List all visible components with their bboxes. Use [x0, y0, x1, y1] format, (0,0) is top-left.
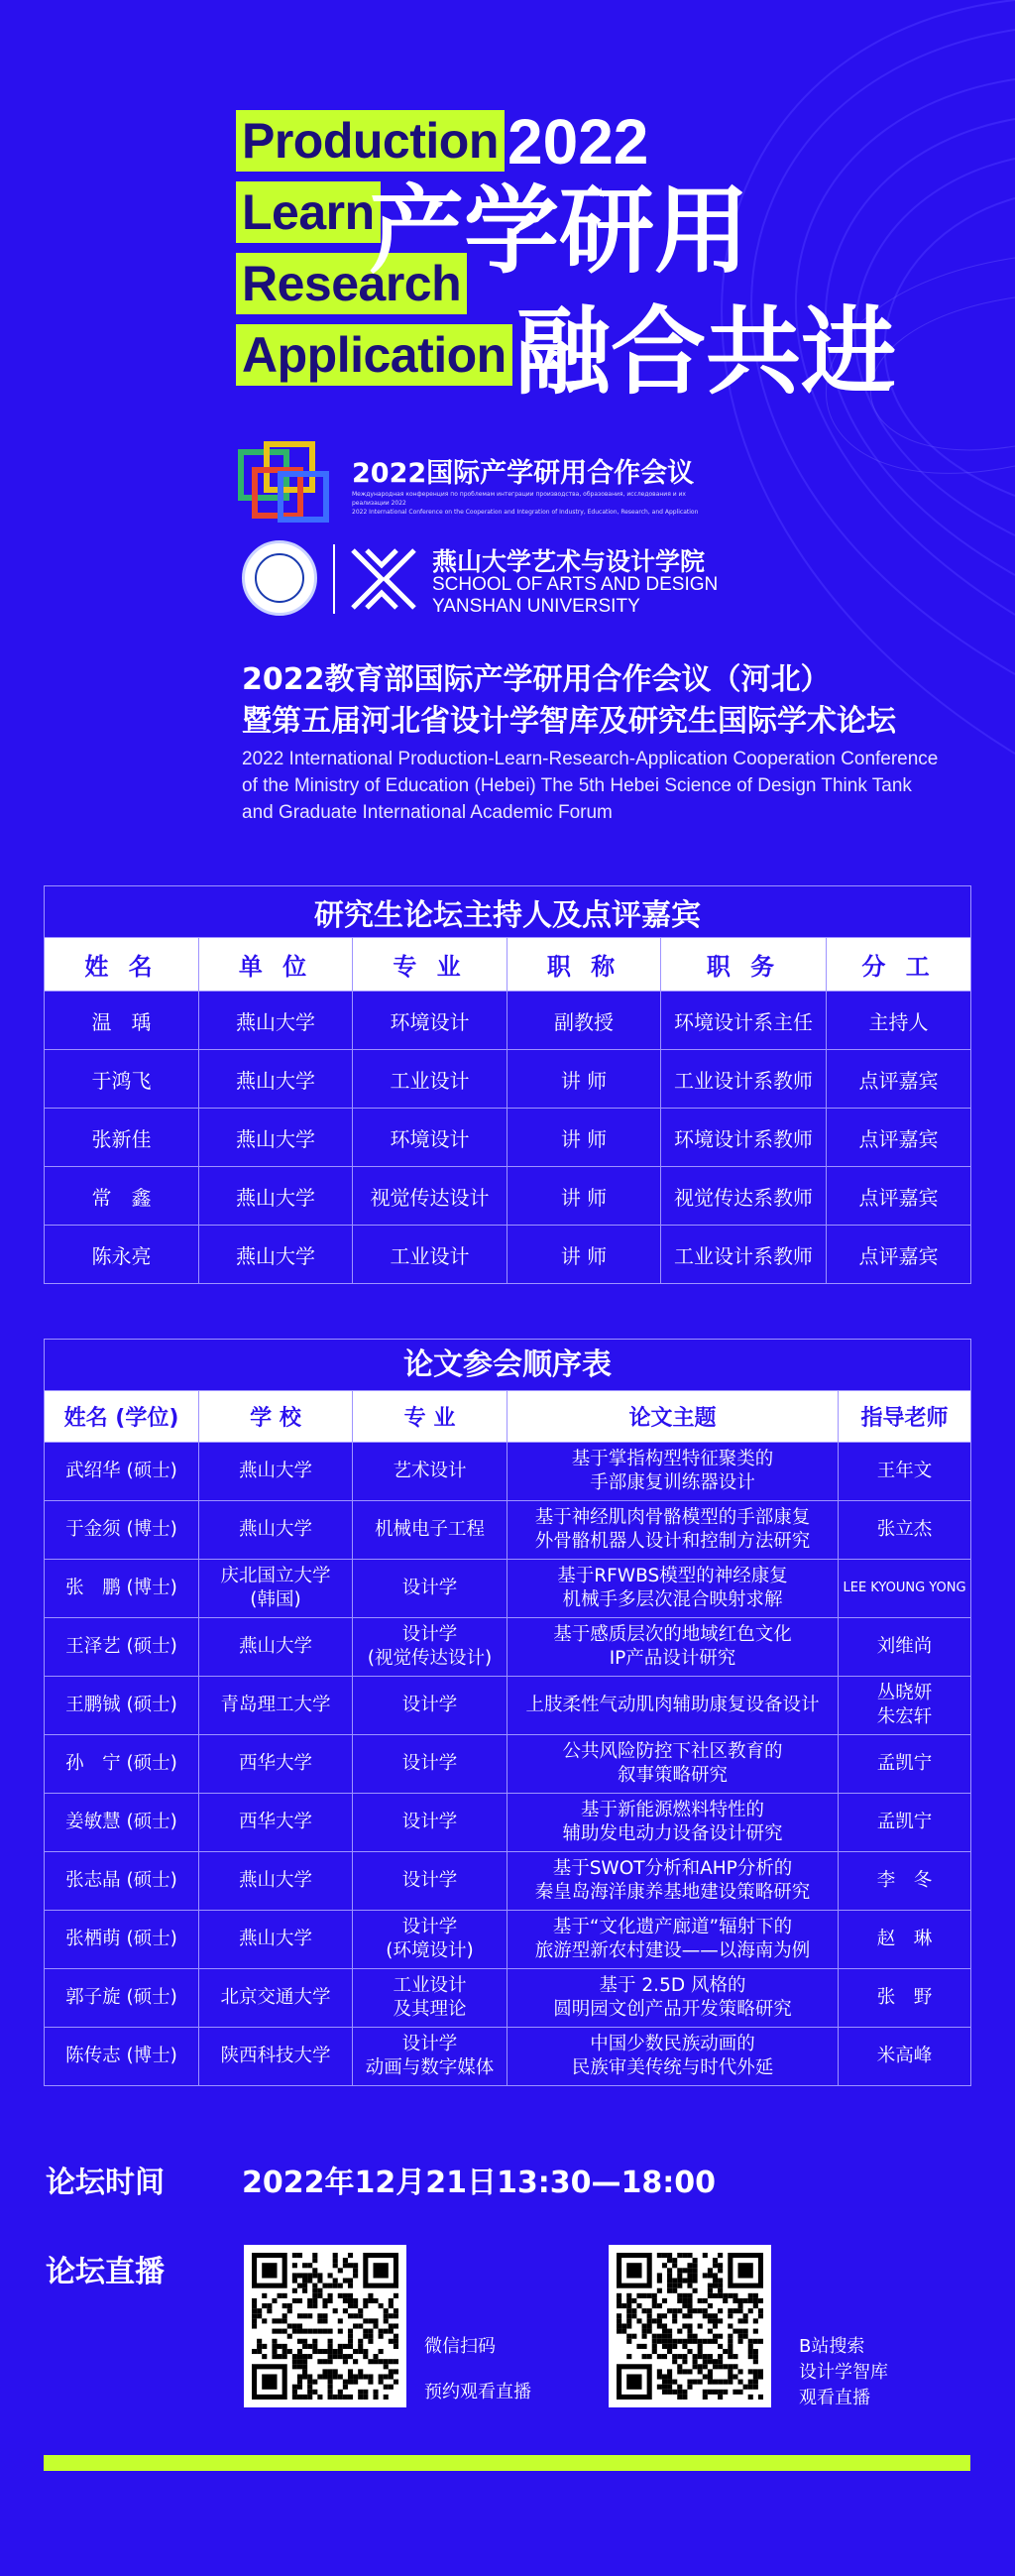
table-cell: 张 鹏 (博士) [45, 1560, 199, 1618]
column-header: 分 工 [827, 938, 971, 992]
table-cell [508, 1794, 839, 1852]
table-cell [839, 1618, 971, 1677]
cell-line: 外骨骼机器人设计和控制方法研究 [534, 1531, 811, 1552]
table-cell: 视觉传达设计 [353, 1167, 508, 1226]
forum-time-label: 论坛时间 [46, 2166, 165, 2200]
cell-line: 设计学 [401, 1812, 458, 1832]
conference-logo-icon [238, 441, 347, 530]
cell-line: IP产品设计研究 [609, 1648, 736, 1669]
table-cell [508, 1501, 839, 1560]
wechat-qr-code-icon[interactable] [244, 2245, 406, 2407]
conference-tiny-line1: Международная конференция по проблемам интеграции производства, образования, исследования и их реализации 2022 [352, 491, 686, 507]
qr1-note-line1: 微信扫码 [424, 2336, 496, 2357]
cell-line: 燕山大学 [238, 1519, 312, 1540]
table-row [45, 1618, 971, 1677]
cell-line: 设计学 [401, 1695, 458, 1715]
university-name-cn: 燕山大学艺术与设计学院 [432, 547, 706, 576]
hero-year: 2022 [508, 106, 649, 177]
table-cell: 工业设计 [353, 1050, 508, 1109]
table-cell [839, 1969, 971, 2028]
table-cell [839, 1794, 971, 1852]
table-cell [353, 1852, 508, 1911]
cell-line: (视觉传达设计) [367, 1648, 493, 1669]
main-title-line1: 2022教育部国际产学研用合作会议（河北） [242, 662, 831, 697]
table-cell: 张志晶 (硕士) [45, 1852, 199, 1911]
table-cell [508, 1618, 839, 1677]
table-cell: 环境设计 [353, 992, 508, 1050]
table-cell: 武绍华 (硕士) [45, 1443, 199, 1501]
table-cell: 工业设计 [353, 1226, 508, 1284]
table-cell [839, 1677, 971, 1735]
table-cell [199, 2028, 353, 2086]
table-row [45, 1050, 971, 1109]
table-cell: 视觉传达系教师 [661, 1167, 827, 1226]
cell-line: 艺术设计 [393, 1461, 467, 1481]
table-row [45, 1852, 971, 1911]
table-cell [353, 1443, 508, 1501]
table-cell: 点评嘉宾 [827, 1050, 971, 1109]
forum-time-value: 2022年12月21日13:30—18:00 [242, 2166, 716, 2200]
cell-line: 设计学 [401, 1624, 458, 1645]
cell-line: 燕山大学 [238, 1870, 312, 1891]
table-cell [508, 1735, 839, 1794]
table-cell [839, 1560, 971, 1618]
table-row [45, 1226, 971, 1284]
table-cell [839, 1501, 971, 1560]
table-cell: 陈传志 (博士) [45, 2028, 199, 2086]
table-cell [353, 2028, 508, 2086]
cell-line: 手部康复训练器设计 [590, 1472, 755, 1493]
table-row [45, 1443, 971, 1501]
cell-line: 动画与数字媒体 [365, 2057, 495, 2078]
cell-line: 基于神经肌肉骨骼模型的手部康复 [534, 1507, 811, 1528]
table-cell [508, 1560, 839, 1618]
table-cell: 副教授 [508, 992, 661, 1050]
table-cell [353, 1618, 508, 1677]
table-row [45, 1969, 971, 2028]
table-cell: 讲 师 [508, 1167, 661, 1226]
qr2-note-line1: B站搜索 [799, 2336, 865, 2357]
table-cell [199, 1618, 353, 1677]
table-cell [353, 1911, 508, 1969]
table-cell: 点评嘉宾 [827, 1167, 971, 1226]
cell-line: 张立杰 [876, 1519, 933, 1540]
qr1-note-line2: 预约观看直播 [424, 2382, 531, 2402]
table-cell [508, 2028, 839, 2086]
table-cell [199, 1501, 353, 1560]
table-cell: 王泽艺 (硕士) [45, 1618, 199, 1677]
hero-cn-line1: 产学研用 [369, 176, 749, 287]
cell-line: 基于新能源燃料特性的 [580, 1800, 764, 1820]
table-cell: 燕山大学 [199, 1050, 353, 1109]
table-cell: 主持人 [827, 992, 971, 1050]
table-row [45, 1677, 971, 1735]
papers-table-header [45, 1391, 971, 1443]
qr2-note-line3: 观看直播 [799, 2388, 870, 2408]
table-row [45, 1109, 971, 1167]
cell-line: 设计学 [401, 1578, 458, 1598]
table-cell: 工业设计系教师 [661, 1050, 827, 1109]
column-header: 论文主题 [508, 1391, 839, 1443]
hero-word-research: Research [236, 253, 467, 314]
university-seal-icon [242, 540, 317, 616]
cell-line: 庆北国立大学 [220, 1566, 331, 1586]
cell-line: 公共风险防控下社区教育的 [562, 1741, 783, 1762]
cell-line: 李 冬 [876, 1870, 933, 1891]
hero-section [0, 0, 1015, 873]
cell-line: 上肢柔性气动肌肉辅助康复设备设计 [525, 1695, 820, 1715]
qr1-note [424, 2334, 531, 2405]
conference-name: 2022国际产学研用合作会议 [352, 458, 695, 489]
cell-line: 燕山大学 [238, 1636, 312, 1657]
table-cell: 燕山大学 [199, 992, 353, 1050]
table-cell: 讲 师 [508, 1050, 661, 1109]
table-cell: 讲 师 [508, 1109, 661, 1167]
table-cell [199, 1969, 353, 2028]
table-cell [508, 1911, 839, 1969]
column-header: 姓名 (学位) [45, 1391, 199, 1443]
table-cell: 温 瑀 [45, 992, 199, 1050]
cell-line: 基于感质层次的地域红色文化 [553, 1624, 792, 1645]
hero-word-application: Application [236, 324, 512, 386]
cell-line: 设计学 [401, 1753, 458, 1774]
table-cell [353, 1501, 508, 1560]
divider [333, 544, 335, 614]
cell-line: 机械手多层次混合映射求解 [562, 1589, 783, 1610]
table-cell [353, 1794, 508, 1852]
table-cell [199, 1911, 353, 1969]
table-cell: 环境设计系教师 [661, 1109, 827, 1167]
column-header: 学 校 [199, 1391, 353, 1443]
column-header: 指导老师 [839, 1391, 971, 1443]
cell-line: 朱宏轩 [876, 1706, 933, 1727]
table-cell: 点评嘉宾 [827, 1226, 971, 1284]
cell-line: 民族审美传统与时代外延 [571, 2057, 774, 2078]
table-row [45, 992, 971, 1050]
cell-line: 设计学 [401, 1870, 458, 1891]
table-row [45, 1911, 971, 1969]
main-title-line2: 暨第五届河北省设计学智库及研究生国际学术论坛 [242, 704, 896, 739]
table-cell [199, 1560, 353, 1618]
table-cell [508, 1677, 839, 1735]
table-cell: 燕山大学 [199, 1167, 353, 1226]
table-cell: 环境设计系主任 [661, 992, 827, 1050]
english-description: 2022 International Production-Learn-Research-Application Cooperation Conference of the Ministry of Education (Hebei) The 5th Hebei Science of Design Think Tank and Graduate International Academic Forum [242, 749, 939, 823]
table-row [45, 1735, 971, 1794]
cell-line: 基于掌指构型特征聚类的 [571, 1449, 774, 1469]
table-cell: 环境设计 [353, 1109, 508, 1167]
table-cell: 姜敏慧 (硕士) [45, 1794, 199, 1852]
cell-line: 北京交通大学 [220, 1987, 331, 2008]
school-mark-icon [349, 546, 418, 612]
table-cell: 张新佳 [45, 1109, 199, 1167]
hosts-table-header [45, 938, 971, 992]
cell-line: 设计学 [401, 2034, 458, 2054]
hosts-table [44, 885, 971, 1284]
conference-tiny-line2: 2022 International Conference on the Cooperation and Integration of Industry, Education, Research, and Application [352, 509, 699, 516]
qr2-note-line2: 设计学智库 [799, 2362, 888, 2383]
table-cell [199, 1735, 353, 1794]
column-header: 专 业 [353, 938, 508, 992]
university-row [242, 540, 757, 620]
cell-line: 圆明园文创产品开发策略研究 [553, 1999, 792, 2020]
table-cell [508, 1443, 839, 1501]
table-cell: 于金须 (博士) [45, 1501, 199, 1560]
table-cell [839, 1735, 971, 1794]
table-cell [199, 1794, 353, 1852]
table-cell: 燕山大学 [199, 1109, 353, 1167]
cell-line: 丛晓妍 [876, 1683, 933, 1703]
university-name-en1: SCHOOL OF ARTS AND DESIGN [432, 574, 719, 595]
cell-line: 中国少数民族动画的 [590, 2034, 755, 2054]
cell-line: 机械电子工程 [374, 1519, 485, 1540]
cell-line: LEE KYOUNG YONG [843, 1581, 966, 1595]
cell-line: 赵 琳 [876, 1929, 933, 1949]
table-row [45, 1167, 971, 1226]
cell-line: 米高峰 [876, 2046, 933, 2066]
cell-line: 青岛理工大学 [220, 1695, 331, 1715]
table-cell: 张栖萌 (硕士) [45, 1911, 199, 1969]
column-header: 单 位 [199, 938, 353, 992]
cell-line: 西华大学 [238, 1812, 312, 1832]
cell-line: 旅游型新农村建设——以海南为例 [534, 1940, 811, 1961]
papers-table [44, 1339, 971, 2086]
column-header: 职 称 [508, 938, 661, 992]
table-cell [353, 1735, 508, 1794]
column-header: 职 务 [661, 938, 827, 992]
cell-line: 孟凯宁 [876, 1753, 933, 1774]
cell-line: 王年文 [876, 1461, 933, 1481]
cell-line: 基于“文化遗产廊道”辐射下的 [552, 1917, 793, 1937]
cell-line: 张 野 [876, 1987, 933, 2008]
hero-word-production: Production [236, 110, 505, 172]
bottom-accent-bar [44, 2455, 970, 2471]
cell-line: (韩国) [250, 1589, 301, 1610]
cell-line: 基于SWOT分析和AHP分析的 [552, 1858, 793, 1879]
table-row [45, 1794, 971, 1852]
table-cell: 孙 宁 (硕士) [45, 1735, 199, 1794]
hero-cn-line2: 融合共进 [515, 296, 896, 408]
cell-line: 燕山大学 [238, 1461, 312, 1481]
cell-line: 叙事策略研究 [617, 1765, 728, 1786]
forum-live-label: 论坛直播 [46, 2255, 165, 2289]
cell-line: 陕西科技大学 [220, 2046, 331, 2066]
cell-line: 孟凯宁 [876, 1812, 933, 1832]
cell-line: 秦皇岛海洋康养基地建设策略研究 [534, 1882, 811, 1903]
table-cell [839, 1852, 971, 1911]
table-cell [508, 1969, 839, 2028]
bilibili-qr-code-icon[interactable] [609, 2245, 771, 2407]
cell-line: 基于 2.5D 风格的 [599, 1975, 746, 1996]
table-cell [199, 1677, 353, 1735]
table-cell [199, 1443, 353, 1501]
column-header: 专 业 [353, 1391, 508, 1443]
table-cell [839, 1911, 971, 1969]
hosts-table-caption: 研究生论坛主持人及点评嘉宾 [45, 886, 971, 938]
cell-line: 工业设计 [393, 1975, 467, 1996]
papers-table-caption: 论文参会顺序表 [45, 1340, 971, 1391]
cell-line: 辅助发电动力设备设计研究 [562, 1823, 783, 1844]
table-row [45, 1560, 971, 1618]
cell-line: 西华大学 [238, 1753, 312, 1774]
table-cell: 点评嘉宾 [827, 1109, 971, 1167]
table-cell: 工业设计系教师 [661, 1226, 827, 1284]
table-cell: 讲 师 [508, 1226, 661, 1284]
table-cell: 于鸿飞 [45, 1050, 199, 1109]
table-cell: 燕山大学 [199, 1226, 353, 1284]
hero-word-learn: Learn [236, 181, 381, 243]
cell-line: 基于RFWBS模型的神经康复 [557, 1566, 788, 1586]
qr2-note [799, 2334, 888, 2411]
conference-tiny-text [352, 490, 709, 517]
table-cell [353, 1677, 508, 1735]
cell-line: 燕山大学 [238, 1929, 312, 1949]
table-cell [199, 1852, 353, 1911]
table-cell [508, 1852, 839, 1911]
table-cell: 陈永亮 [45, 1226, 199, 1284]
table-cell [839, 1443, 971, 1501]
cell-line: (环境设计) [386, 1940, 474, 1961]
table-cell: 王鹏铖 (硕士) [45, 1677, 199, 1735]
table-cell [839, 2028, 971, 2086]
table-cell [353, 1560, 508, 1618]
university-name-en2: YANSHAN UNIVERSITY [432, 596, 640, 617]
column-header: 姓 名 [45, 938, 199, 992]
cell-line: 及其理论 [393, 1999, 467, 2020]
cell-line: 设计学 [401, 1917, 458, 1937]
table-cell: 常 鑫 [45, 1167, 199, 1226]
table-cell: 郭子旋 (硕士) [45, 1969, 199, 2028]
cell-line: 刘维尚 [876, 1636, 933, 1657]
table-cell [353, 1969, 508, 2028]
table-row [45, 1501, 971, 1560]
table-row [45, 2028, 971, 2086]
